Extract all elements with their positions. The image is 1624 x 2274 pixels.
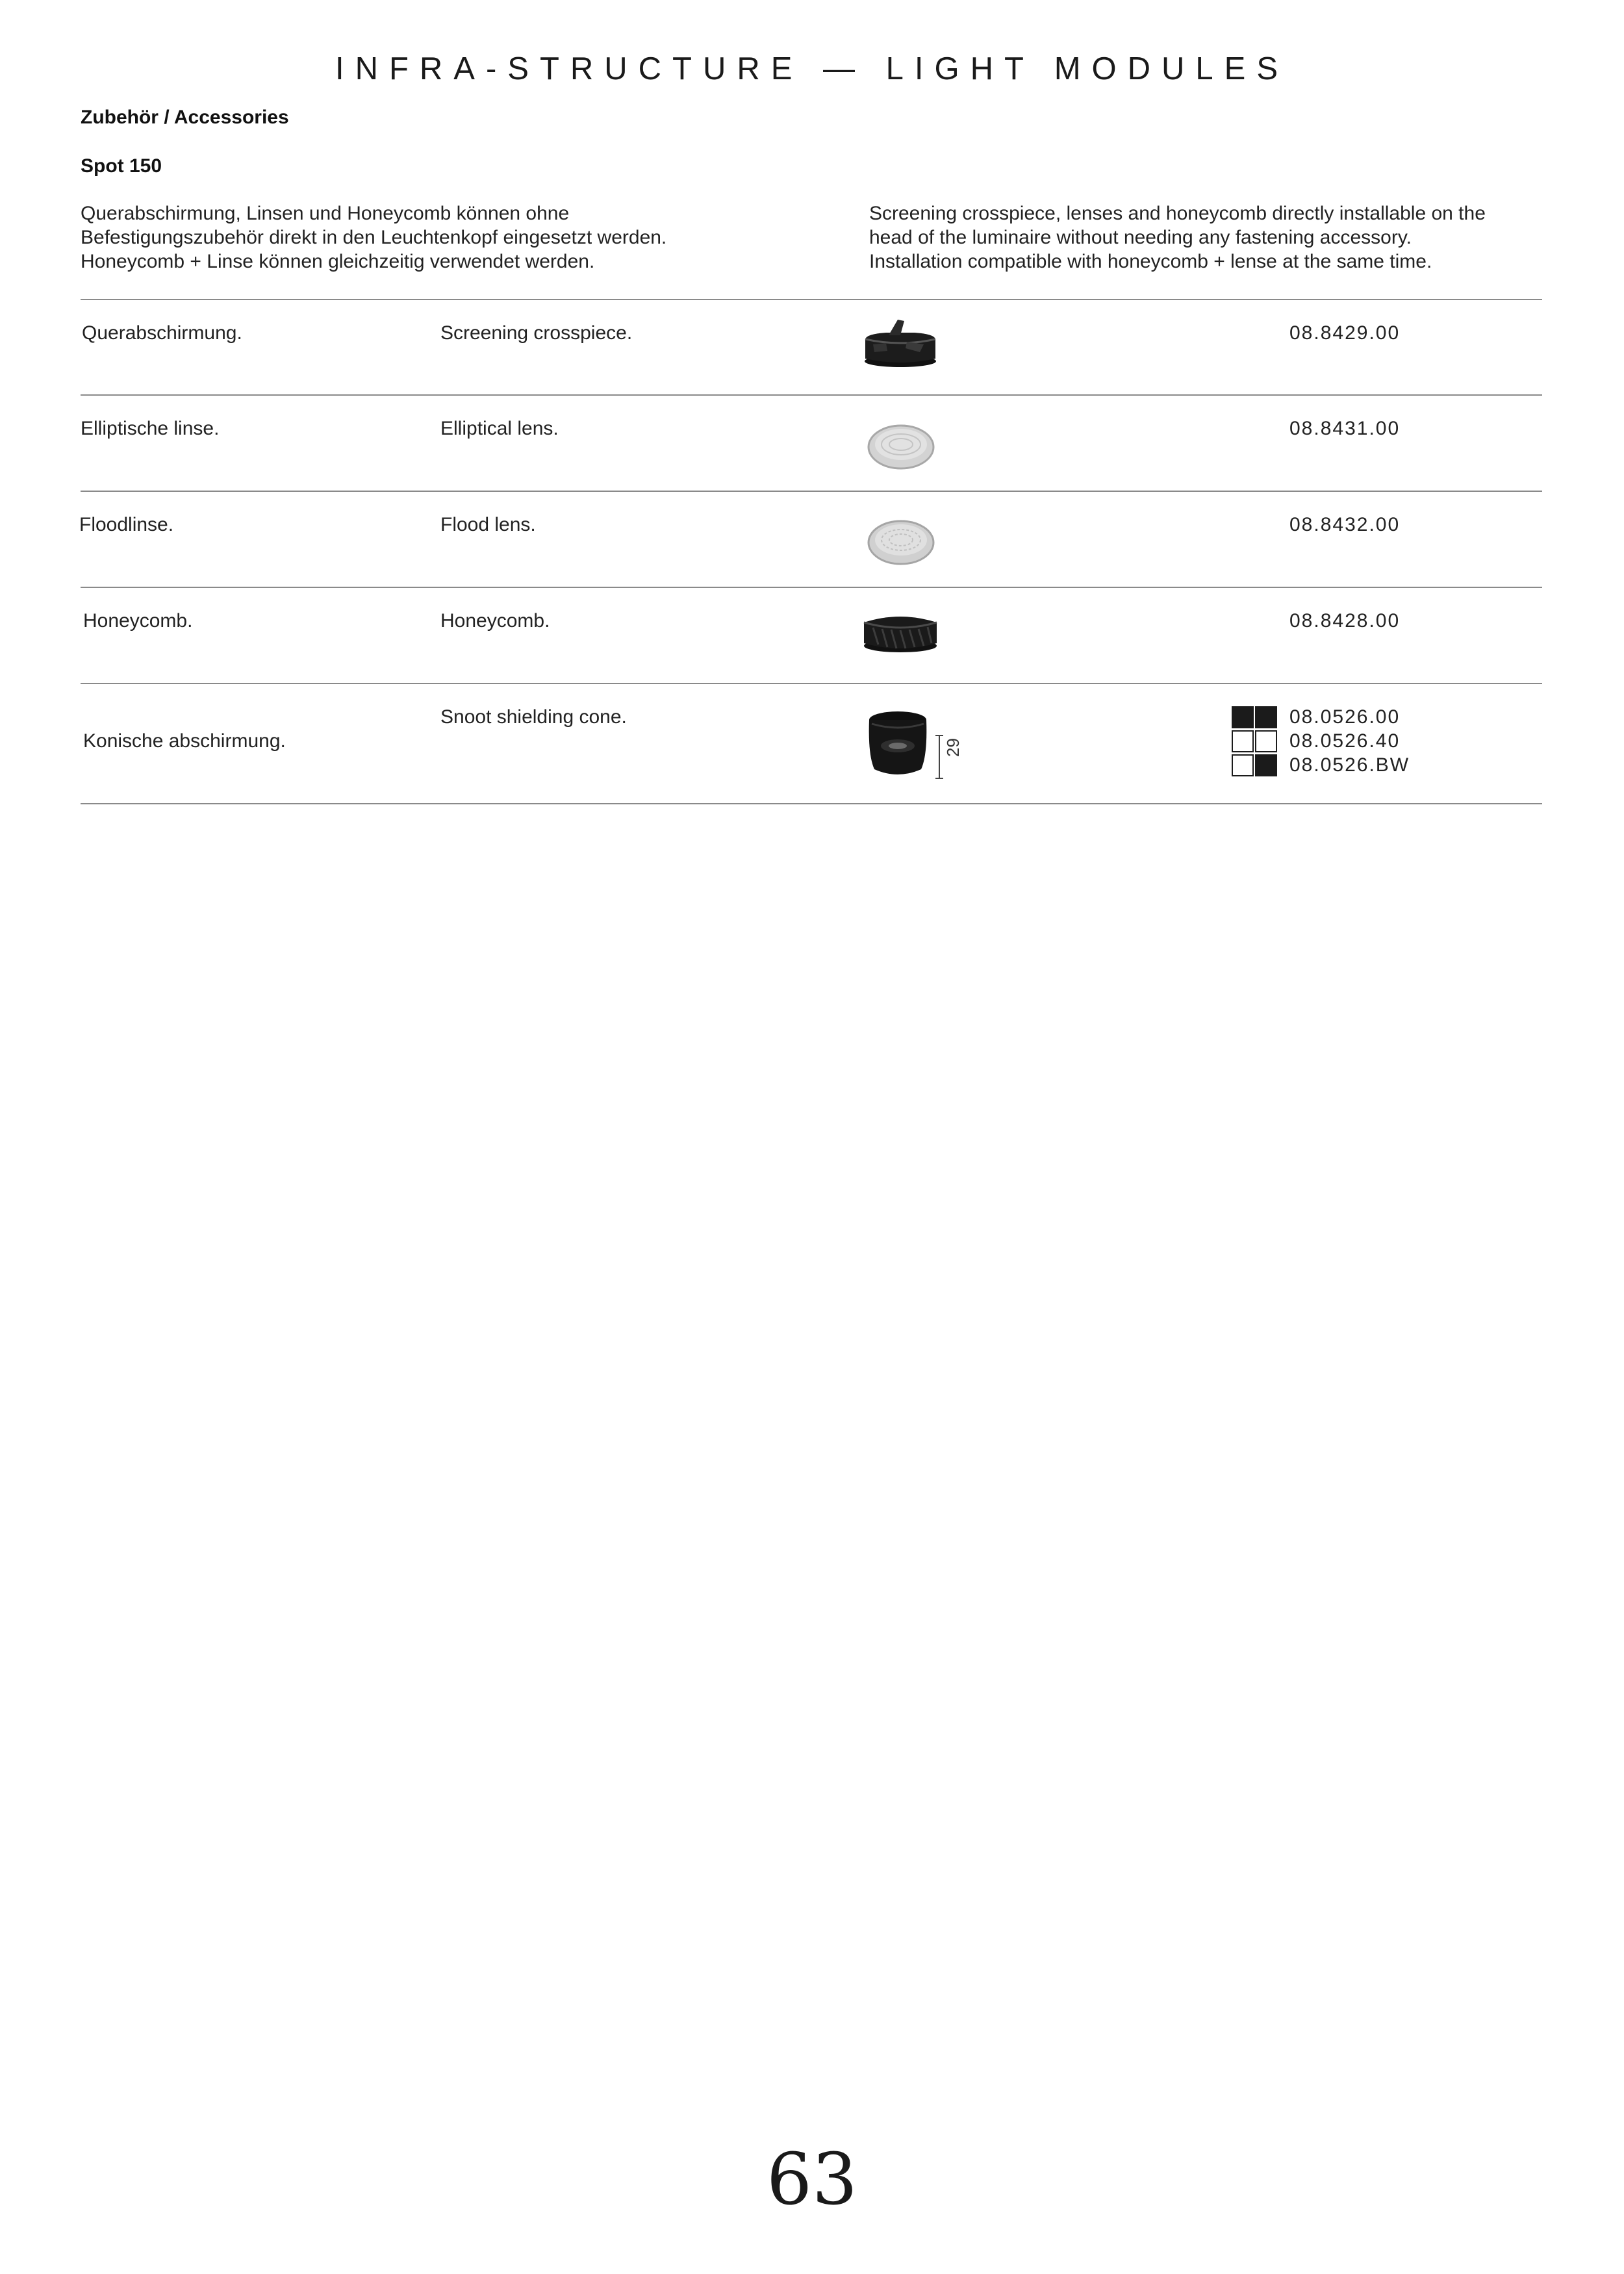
table-divider [81, 491, 1542, 492]
page-title: INFRA-STRUCTURE — LIGHT MODULES [335, 51, 1289, 86]
finish-swatch-white [1232, 754, 1254, 776]
article-code: 08.8431.00 [1289, 418, 1401, 439]
product-name-en: Elliptical lens. [440, 418, 559, 439]
table-divider [81, 299, 1542, 300]
table-divider [81, 587, 1542, 588]
intro-text-en [869, 201, 1486, 274]
table-divider [81, 683, 1542, 684]
finish-swatch-white [1232, 730, 1254, 752]
snoot-cone-icon [865, 709, 930, 781]
intro-de-line: Querabschirmung, Linsen und Honeycomb können ohne [81, 203, 570, 224]
table-divider [81, 803, 1542, 804]
finish-swatch-black [1255, 754, 1277, 776]
product-name-en: Snoot shielding cone. [440, 706, 627, 728]
product-name-de: Querabschirmung. [82, 322, 242, 344]
honeycomb-icon [859, 607, 942, 655]
intro-en-line: Screening crosspiece, lenses and honeycomb directly installable on the [869, 203, 1486, 224]
finish-swatch-black [1255, 706, 1277, 728]
intro-de-line: Honeycomb + Linse können gleichzeitig verwendet werden. [81, 251, 595, 272]
product-name-de: Floodlinse. [79, 514, 174, 535]
article-code: 08.0526.00 [1289, 706, 1401, 728]
intro-en-line: head of the luminaire without needing any fastening accessory. [869, 227, 1412, 248]
article-code: 08.8428.00 [1289, 610, 1401, 632]
article-code: 08.8432.00 [1289, 514, 1401, 535]
product-name-en: Flood lens. [440, 514, 536, 535]
intro-de-line: Befestigungszubehör direkt in den Leuchtenkopf eingesetzt werden. [81, 227, 667, 248]
product-subheading: Spot 150 [81, 155, 162, 177]
table-divider [81, 394, 1542, 396]
finish-swatch-white [1255, 730, 1277, 752]
article-code: 08.0526.BW [1289, 754, 1410, 776]
dimension-line [935, 734, 943, 780]
section-heading: Zubehör / Accessories [81, 107, 289, 128]
product-name-de: Konische abschirmung. [83, 730, 286, 752]
flood-lens-icon [865, 518, 937, 566]
page-number: 63 [767, 2138, 857, 2221]
article-code: 08.8429.00 [1289, 322, 1401, 344]
intro-en-line: Installation compatible with honeycomb + lense at the same time. [869, 251, 1432, 272]
intro-text-de [81, 201, 666, 274]
dimension-label: 29 [943, 738, 963, 757]
screening-crosspiece-icon [860, 316, 941, 372]
product-name-en: Honeycomb. [440, 610, 550, 632]
product-name-de: Honeycomb. [83, 610, 193, 632]
article-code: 08.0526.40 [1289, 730, 1401, 752]
finish-swatch-black [1232, 706, 1254, 728]
product-name-en: Screening crosspiece. [440, 322, 633, 344]
elliptical-lens-icon [865, 422, 937, 470]
product-name-de: Elliptische linse. [81, 418, 220, 439]
